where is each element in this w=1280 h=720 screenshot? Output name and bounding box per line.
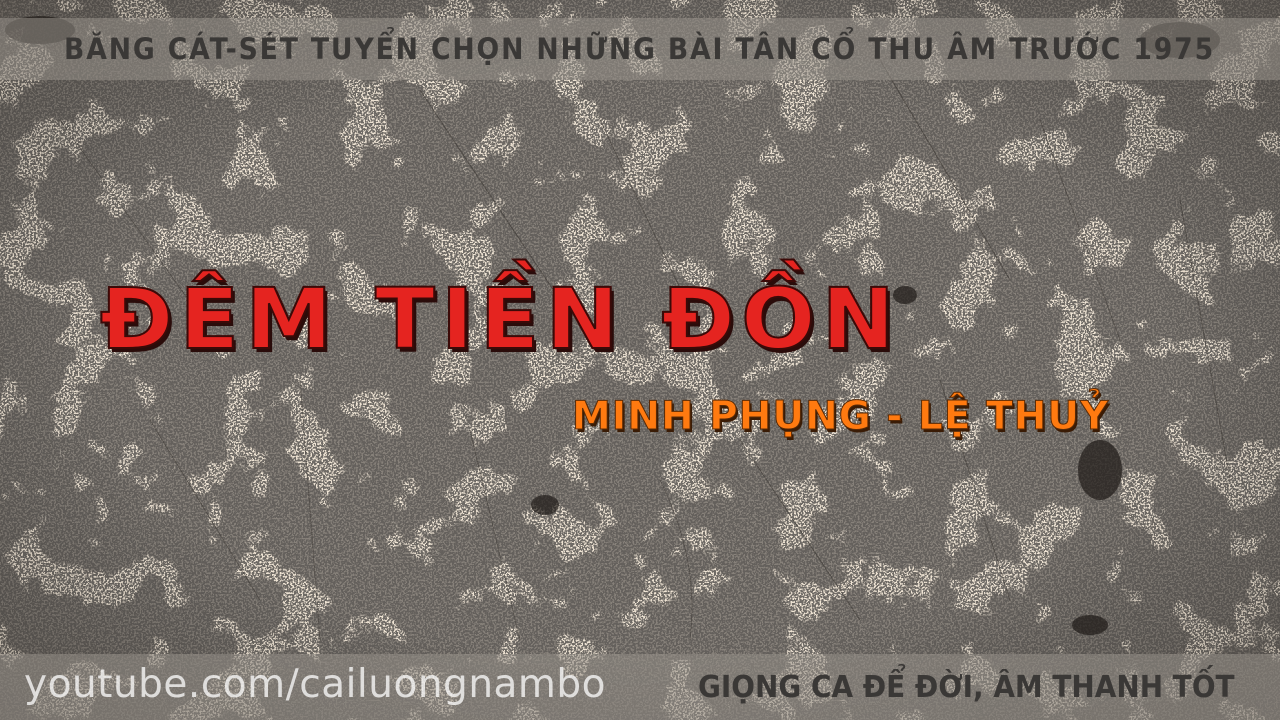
tagline: GIỌNG CA ĐỂ ĐỜI, ÂM THANH TỐT [698,670,1235,705]
bottom-banner [0,654,1280,720]
channel-url-watermark: youtube.com/cailuongnambo [24,662,607,707]
album-series-title: BĂNG CÁT-SÉT TUYỂN CHỌN NHỮNG BÀI TÂN CỔ THU ÂM TRƯỚC 1975 [64,32,1216,66]
song-title: ĐÊM TIỀN ĐỒN [100,270,901,368]
artists-label: MINH PHỤNG - LỆ THUỶ [572,394,1110,439]
top-banner [0,18,1280,80]
